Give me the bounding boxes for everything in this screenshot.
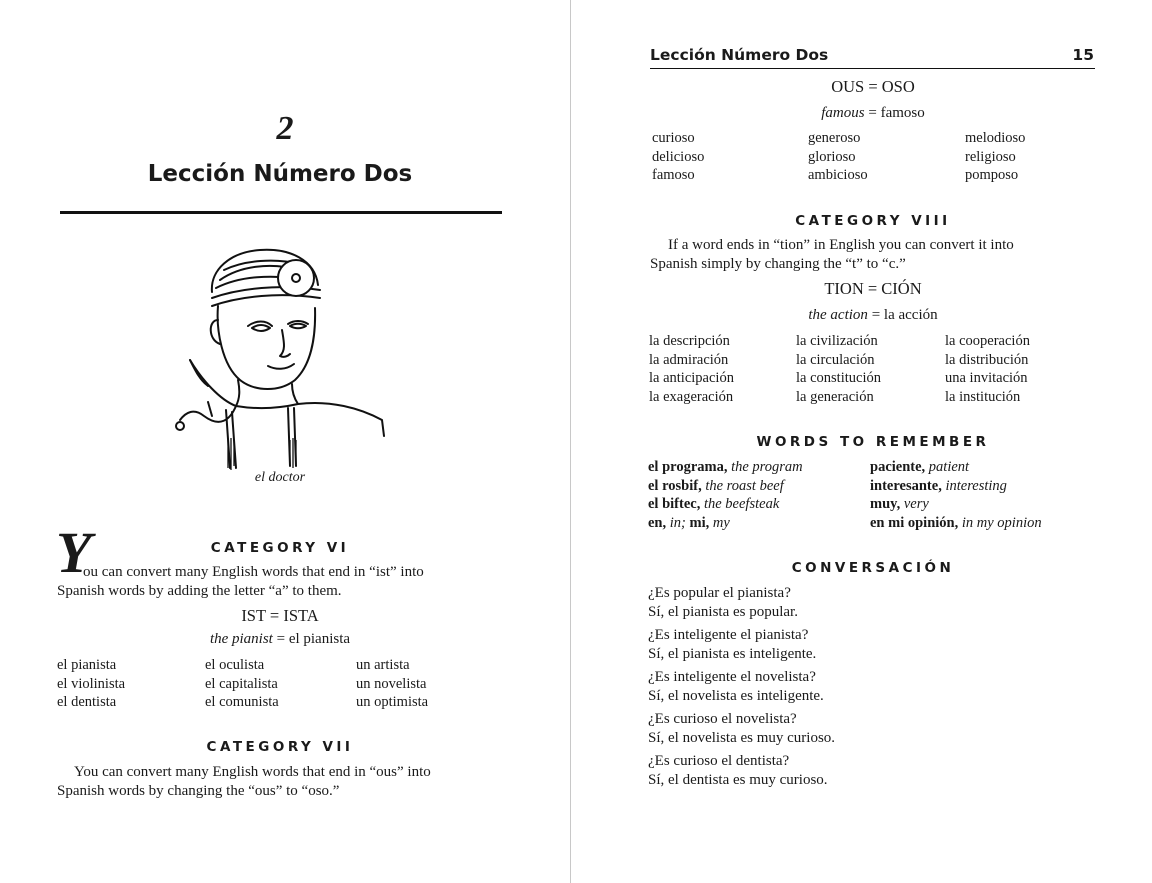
category-vii-column-1 [652, 129, 704, 185]
list-item: curioso [652, 130, 695, 146]
list-item: ambicioso [808, 167, 868, 184]
list-item: la anticipación [649, 370, 734, 387]
category-vi-example [150, 631, 410, 648]
list-item: un artista [356, 657, 410, 673]
page-gutter [570, 0, 571, 883]
category-vi-line2: Spanish words by adding the letter “a” to them. [57, 583, 342, 599]
category-vi-heading: CATEGORY VI [210, 540, 350, 556]
category-vi-line1: ou can convert many English words that end in “ist” into [83, 564, 424, 580]
category-viii-line2: Spanish simply by changing the “t” to “c.” [650, 256, 906, 272]
answer: Sí, el novelista es muy curioso. [648, 730, 836, 746]
example-english: the pianist [209, 631, 273, 647]
vocab-item: interesante, interesting [870, 477, 1007, 494]
category-viii-column-1 [649, 332, 734, 407]
list-item: el oculista [205, 657, 265, 673]
list-item: la generación [796, 389, 874, 406]
example-spanish: = la acción [871, 307, 938, 323]
list-item: un novelista [356, 675, 427, 692]
list-item: glorioso [808, 148, 856, 165]
list-item: la admiración [649, 351, 729, 368]
vocab-column-left [648, 458, 803, 533]
list-item: la circulación [796, 351, 875, 368]
list-item: la institución [945, 389, 1021, 406]
list-item: el dentista [57, 694, 117, 711]
right-page [573, 0, 1152, 883]
list-item: delicioso [652, 148, 705, 165]
vocab-item: paciente, patient [870, 459, 970, 475]
chapter-title: Lección Número Dos [147, 161, 413, 187]
title-rule [60, 211, 502, 214]
vocab-column-right [870, 458, 1042, 533]
question: ¿Es curioso el dentista? [648, 753, 790, 769]
category-viii-formula: TION = CIÓN [824, 279, 922, 298]
category-vii-line1: You can convert many English words that end in “ous” into [74, 764, 431, 780]
list-item: generoso [808, 130, 861, 146]
list-item: la constitución [796, 370, 881, 387]
list-item: la descripción [649, 333, 730, 349]
category-vii-column-2 [808, 129, 868, 185]
list-item: pomposo [965, 167, 1019, 184]
doctor-illustration [160, 240, 400, 472]
category-vii-heading: CATEGORY VII [206, 739, 354, 755]
list-item: un optimista [356, 694, 429, 711]
answer: Sí, el pianista es inteligente. [648, 646, 817, 662]
category-viii-line1: If a word ends in “tion” in English you can convert it into [668, 237, 1014, 253]
conversation-pair [648, 710, 835, 748]
question: ¿Es curioso el novelista? [648, 711, 797, 727]
category-vii-column-3 [965, 129, 1025, 185]
list-item: una invitación [945, 370, 1028, 387]
example-spanish: = famoso [868, 105, 925, 121]
left-page [0, 0, 570, 883]
list-item: el violinista [57, 675, 126, 692]
list-item: la civilización [796, 333, 878, 349]
words-to-remember-heading: WORDS TO REMEMBER [756, 434, 990, 450]
list-item: el capitalista [205, 675, 278, 692]
answer: Sí, el dentista es muy curioso. [648, 772, 828, 788]
category-viii-example [753, 307, 993, 324]
drop-cap: Y [56, 520, 92, 585]
page-number: 15 [1072, 46, 1094, 64]
chapter-number: 2 [276, 110, 294, 147]
conversation-pair [648, 668, 835, 706]
conversation-pair [648, 626, 835, 664]
category-viii-column-2 [796, 332, 881, 407]
conversation-pair [648, 752, 835, 790]
illustration-caption: el doctor [254, 470, 306, 485]
question: ¿Es popular el pianista? [648, 585, 791, 601]
question: ¿Es inteligente el novelista? [648, 669, 816, 685]
list-item: famoso [652, 167, 695, 184]
list-item: la cooperación [945, 333, 1030, 349]
list-item: el pianista [57, 657, 117, 673]
category-vii-line2: Spanish words by changing the “ous” to “oso.” [57, 783, 340, 799]
category-viii-column-3 [945, 332, 1030, 407]
header-rule [650, 68, 1095, 69]
example-english: the action [808, 307, 868, 323]
list-item: melodioso [965, 130, 1026, 146]
category-vi-formula: IST = ISTA [241, 606, 319, 625]
question: ¿Es inteligente el pianista? [648, 627, 809, 643]
answer: Sí, el pianista es popular. [648, 604, 798, 620]
category-vi-column-2 [205, 656, 279, 712]
vocab-item: el rosbif, the roast beef [648, 477, 784, 494]
vocab-item: el programa, the program [648, 459, 803, 475]
list-item: la exageración [649, 389, 734, 406]
category-vii-formula: OUS = OSO [831, 77, 915, 96]
conversation-heading: CONVERSACIÓN [791, 560, 955, 576]
conversation-block [648, 584, 835, 794]
category-vii-example [753, 105, 993, 122]
example-english: famous [821, 105, 865, 121]
answer: Sí, el novelista es inteligente. [648, 688, 824, 704]
vocab-item: en mi opinión, in my opinion [870, 515, 1042, 532]
category-viii-heading: CATEGORY VIII [795, 213, 951, 229]
list-item: religioso [965, 148, 1016, 165]
list-item: la distribución [945, 351, 1029, 368]
category-vi-column-3 [356, 656, 428, 712]
vocab-item: muy, very [870, 496, 929, 513]
conversation-pair [648, 584, 835, 622]
running-head: Lección Número Dos [650, 46, 829, 64]
category-vi-column-1 [57, 656, 125, 712]
example-spanish: = el pianista [276, 631, 351, 647]
vocab-item: en, in; mi, my [648, 515, 730, 532]
vocab-item: el biftec, the beefsteak [648, 496, 780, 513]
list-item: el comunista [205, 694, 279, 711]
